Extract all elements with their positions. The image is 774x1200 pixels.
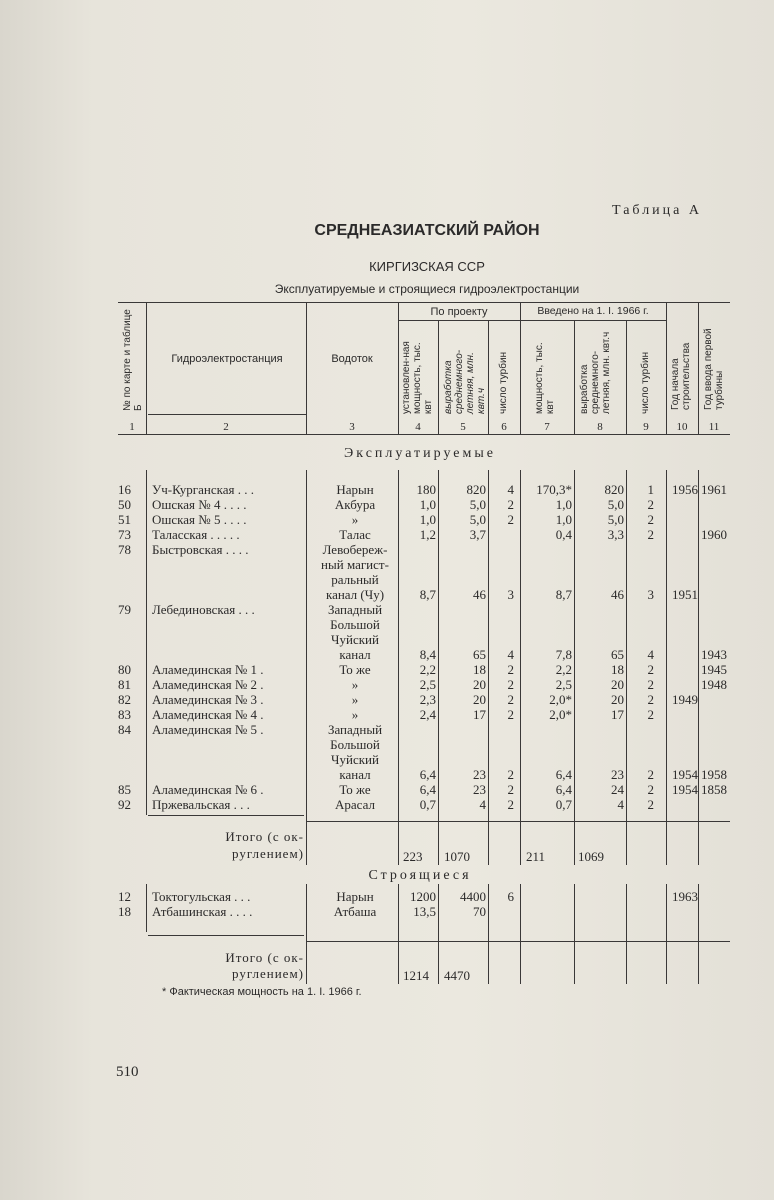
cell-project-power: 8,7 [419,587,436,602]
total-done-power: 211 [526,849,546,864]
cell-river: Большой [330,737,380,752]
cell-done-power: 1,0 [555,512,572,527]
cell-done-power: 170,3* [536,482,572,497]
cell-station: Аламединская № 6 . [152,782,264,797]
cell-first-turbine: 1958 [701,767,727,782]
cell-map-number: 83 [118,707,131,722]
col-divider [146,470,147,815]
cell-station: Атбашинская . . . . [152,904,253,919]
cell-station: Таласская . . . . . [152,527,240,542]
cell-station: Аламединская № 4 . [152,707,264,722]
header-station: Гидроэлектростанция [171,353,283,365]
cell-first-turbine: 1961 [701,482,727,497]
cell-map-number: 18 [118,904,131,919]
cell-done-turbines: 1 [647,482,654,497]
cell-station: Быстровская . . . . [152,542,249,557]
column-number: 10 [676,421,688,433]
cell-done-output: 17 [611,707,624,722]
col-divider [146,884,147,932]
col-divider [398,884,399,984]
cell-project-turbines: 4 [507,482,514,497]
column-number: 11 [708,421,720,433]
col-divider [574,884,575,984]
cell-done-power: 2,0* [549,692,572,707]
cell-project-power: 2,3 [419,692,436,707]
cell-project-power: 2,5 [419,677,436,692]
col-divider [666,302,667,434]
total-project-power: 223 [403,849,423,864]
cell-project-power: 1,0 [419,512,436,527]
cell-station: Аламединская № 5 . [152,722,264,737]
cell-project-turbines: 4 [507,647,514,662]
header-output: выработка среднемного-летняя, млн. квт.ч [443,349,487,414]
republic-title: КИРГИЗСКАЯ ССР [369,259,485,274]
cell-done-turbines: 2 [647,677,654,692]
cell-map-number: 85 [118,782,131,797]
cell-map-number: 80 [118,662,131,677]
cell-map-number: 16 [118,482,131,497]
cell-project-output: 20 [473,692,486,707]
cell-project-turbines: 2 [507,797,514,812]
cell-project-power: 1200 [410,889,436,904]
total-label-line2: руглением) [232,846,304,861]
column-number: 8 [597,421,603,433]
cell-project-turbines: 2 [507,512,514,527]
cell-river: То же [339,782,371,797]
header-map-number: № по карте и таблице Б [122,309,144,411]
table-top-rule [118,302,730,303]
cell-river: Западный [327,722,383,737]
cell-project-power: 13,5 [413,904,436,919]
cell-done-output: 18 [611,662,624,677]
cell-map-number: 92 [118,797,131,812]
cell-done-output: 46 [611,587,624,602]
col-divider [488,470,489,865]
total2-project-power: 1214 [403,968,429,983]
cell-project-turbines: 2 [507,707,514,722]
cell-done-turbines: 2 [647,512,654,527]
total-project-output: 1070 [444,849,470,864]
col-divider [488,320,489,434]
cell-done-power: 7,8 [555,647,572,662]
footnote: * Фактическая мощность на 1. I. 1966 г. [162,986,362,998]
cell-done-output: 5,0 [607,512,624,527]
cell-done-turbines: 2 [647,662,654,677]
header-commissioned: Введено на 1. I. 1966 г. [537,305,649,317]
cell-done-power: 8,7 [555,587,572,602]
cell-project-power: 180 [416,482,436,497]
cell-first-turbine: 1945 [701,662,727,677]
cell-first-turbine: 1948 [701,677,727,692]
cell-project-output: 23 [473,767,486,782]
cell-done-turbines: 4 [647,647,654,662]
cell-done-turbines: 2 [647,782,654,797]
cell-river: » [351,677,359,692]
cell-done-turbines: 2 [647,692,654,707]
cell-done-power: 2,5 [555,677,572,692]
cell-done-output: 20 [611,692,624,707]
cell-first-turbine: 1858 [701,782,727,797]
cell-done-output: 4 [617,797,624,812]
col-divider [398,302,399,434]
col-divider [626,470,627,865]
table-label: Таблица А [612,203,702,218]
column-number: 2 [223,421,229,433]
cell-river: Нарын [336,482,374,497]
cell-done-output: 65 [611,647,624,662]
cell-construction-start: 1949 [672,692,698,707]
cell-river: канал [339,647,371,662]
column-number: 9 [643,421,649,433]
cell-done-power: 2,0* [549,707,572,722]
cell-done-output: 820 [604,482,624,497]
cell-river: Талас [339,527,371,542]
cell-done-power: 6,4 [555,782,572,797]
cell-project-output: 5,0 [469,512,486,527]
cell-project-power: 2,4 [419,707,436,722]
cell-river: Чуйский [331,752,379,767]
cell-station: Ошская № 4 . . . . [152,497,247,512]
cell-project-turbines: 2 [507,692,514,707]
cell-map-number: 50 [118,497,131,512]
cell-station: Лебединовская . . . [152,602,255,617]
cell-river: Большой [330,617,380,632]
cell-first-turbine: 1960 [701,527,727,542]
column-number: 3 [349,421,355,433]
col-divider [146,302,147,434]
region-title: СРЕДНЕАЗИАТСКИЙ РАЙОН [314,222,540,239]
header-turbines-2: число турбин [640,351,651,414]
cell-river: » [351,692,359,707]
section-operating: Эксплуатируемые [344,446,496,461]
cell-done-turbines: 2 [647,767,654,782]
cell-done-power: 2,2 [555,662,572,677]
cell-project-output: 3,7 [469,527,486,542]
total-rule-right [306,821,730,822]
cell-done-turbines: 2 [647,527,654,542]
header-by-project: По проекту [430,306,488,318]
col-divider [438,470,439,865]
total2-rule [148,935,304,936]
cell-done-output: 24 [611,782,624,797]
header-output-2: выработка среднемного-летняя, млн. квт.ч [579,331,612,414]
cell-construction-start: 1951 [672,587,698,602]
cell-first-turbine: 1943 [701,647,727,662]
col-divider [520,302,521,434]
cell-project-turbines: 2 [507,782,514,797]
col-divider [438,320,439,434]
cell-project-turbines: 2 [507,767,514,782]
cell-project-power: 1,0 [419,497,436,512]
col-divider [574,470,575,865]
cell-project-output: 70 [473,904,486,919]
cell-map-number: 73 [118,527,131,542]
header-first-turbine: Год ввода первой турбины [703,328,725,410]
total2-rule-right [306,941,730,942]
cell-map-number: 84 [118,722,131,737]
cell-done-turbines: 3 [647,587,654,602]
cell-station: Уч-Курганская . . . [152,482,254,497]
cell-river: То же [339,662,371,677]
column-number: 5 [460,421,466,433]
total2-label-line1: Итого (с ок- [225,950,304,965]
cell-river: ральный [331,572,379,587]
cell-river: » [351,707,359,722]
col-divider [698,302,699,434]
cell-done-output: 23 [611,767,624,782]
col-divider [574,320,575,434]
cell-project-output: 4400 [460,889,486,904]
cell-river: Акбура [334,497,376,512]
cell-construction-start: 1963 [672,889,698,904]
cell-done-turbines: 2 [647,797,654,812]
col-divider [698,470,699,865]
cell-project-output: 4 [479,797,486,812]
total-done-output: 1069 [578,849,604,864]
header-power: мощность, тыс. квт [534,342,556,414]
cell-station: Аламединская № 2 . [152,677,264,692]
col-divider [520,470,521,865]
col-divider [306,470,307,865]
cell-project-turbines: 6 [507,889,514,904]
header-bottom-rule [118,434,730,435]
col-divider [520,884,521,984]
cell-station: Ошская № 5 . . . . [152,512,247,527]
total2-project-output: 4470 [444,968,470,983]
cell-map-number: 79 [118,602,131,617]
column-number: 7 [544,421,550,433]
cell-construction-start: 1954 [672,767,698,782]
cell-map-number: 51 [118,512,131,527]
page-number: 510 [116,1064,139,1080]
cell-project-output: 20 [473,677,486,692]
cell-map-number: 82 [118,692,131,707]
cell-river: канал [339,767,371,782]
cell-project-power: 8,4 [419,647,436,662]
cell-river: Левобереж- [322,542,388,557]
section-under-construction: Строящиеся [368,868,472,883]
col-divider [306,302,307,434]
cell-river: Атбаша [333,904,377,919]
cell-station: Аламединская № 1 . [152,662,264,677]
cell-project-power: 2,2 [419,662,436,677]
cell-map-number: 12 [118,889,131,904]
column-number: 4 [415,421,421,433]
total-rule [148,815,304,816]
header-construction-start: Год начала строительства [670,342,692,410]
col-divider [666,470,667,865]
col-divider [698,884,699,984]
column-number: 6 [501,421,507,433]
cell-project-power: 6,4 [419,782,436,797]
cell-project-turbines: 2 [507,497,514,512]
cell-river: Нарын [336,889,374,904]
total-label-line1: Итого (с ок- [225,829,304,844]
cell-done-power: 6,4 [555,767,572,782]
cell-done-turbines: 2 [647,497,654,512]
cell-project-output: 23 [473,782,486,797]
col-divider [398,470,399,865]
cell-project-output: 5,0 [469,497,486,512]
cell-station: Токтогульская . . . [152,889,251,904]
cell-river: Чуйский [331,632,379,647]
cell-project-turbines: 2 [507,662,514,677]
cell-river: Западный [327,602,383,617]
header-installed-power: установлен-ная мощность, тыс. квт [401,341,434,414]
total2-label-line2: руглением) [232,966,304,981]
cell-project-output: 17 [473,707,486,722]
cell-construction-start: 1956 [672,482,698,497]
cell-station: Аламединская № 3 . [152,692,264,707]
cell-done-power: 0,7 [555,797,572,812]
cell-station: Пржевальская . . . [152,797,250,812]
cell-map-number: 78 [118,542,131,557]
cell-done-power: 1,0 [555,497,572,512]
cell-project-power: 1,2 [419,527,436,542]
cell-project-output: 18 [473,662,486,677]
column-number: 1 [129,421,135,433]
table-title: Эксплуатируемые и строящиеся гидроэлектростанции [274,282,580,296]
col-divider [626,884,627,984]
header-turbines: число турбин [498,351,509,414]
cell-project-turbines: 3 [507,587,514,602]
col-divider [626,320,627,434]
cell-done-output: 5,0 [607,497,624,512]
cell-done-turbines: 2 [647,707,654,722]
cell-river: ный магист- [321,557,389,572]
cell-project-output: 46 [473,587,486,602]
cell-project-output: 820 [466,482,486,497]
cell-river: канал (Чу) [325,587,385,602]
header-sub-rule [148,414,306,415]
cell-map-number: 81 [118,677,131,692]
cell-project-output: 65 [473,647,486,662]
col-divider [306,884,307,984]
cell-construction-start: 1954 [672,782,698,797]
cell-project-turbines: 2 [507,677,514,692]
cell-river: » [351,512,359,527]
cell-done-output: 20 [611,677,624,692]
cell-done-output: 3,3 [607,527,624,542]
cell-project-power: 6,4 [419,767,436,782]
cell-river: Арасал [335,797,375,812]
header-river: Водоток [331,353,373,365]
cell-done-power: 0,4 [555,527,572,542]
cell-project-power: 0,7 [419,797,436,812]
